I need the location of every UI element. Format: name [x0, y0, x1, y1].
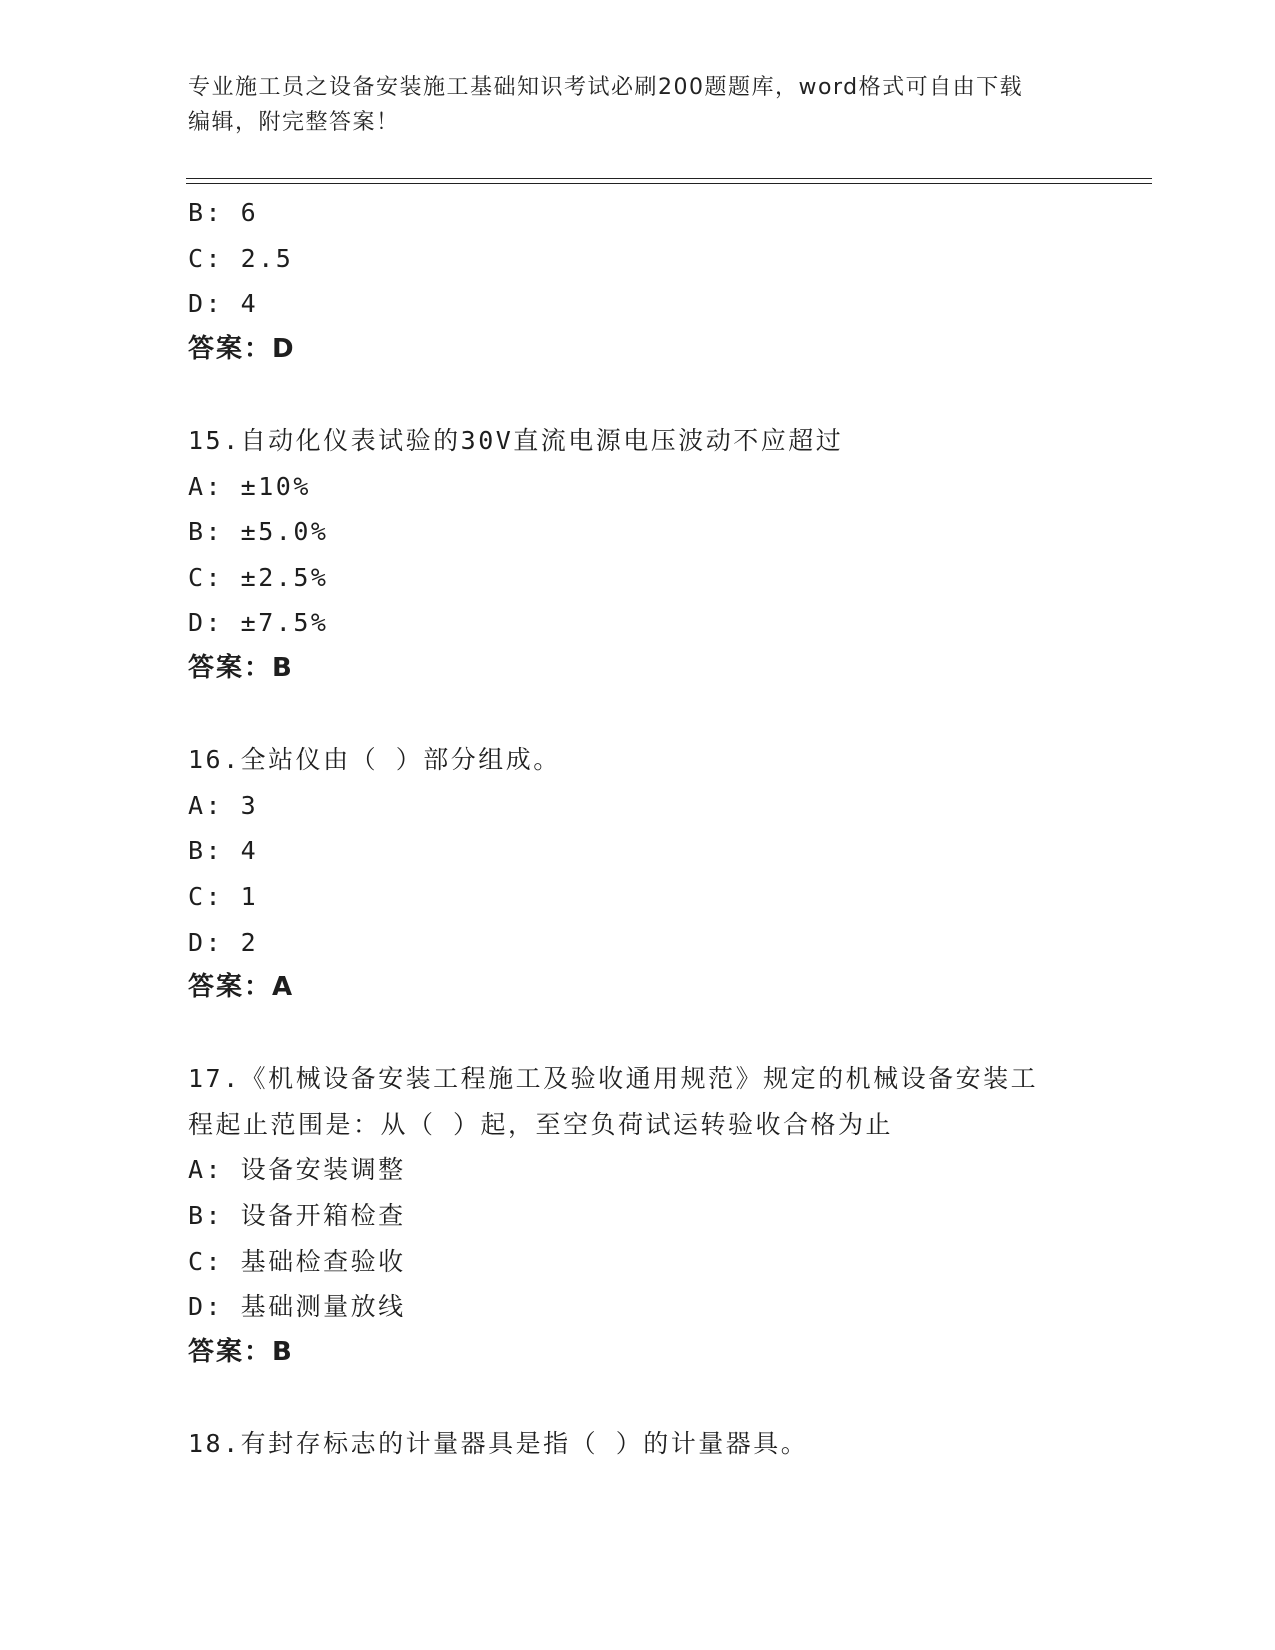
header-divider-top [186, 178, 1152, 179]
option-c [188, 236, 1088, 282]
option-label: B: [188, 517, 224, 547]
option-label: D: [188, 289, 224, 319]
option-label: C: [188, 562, 224, 592]
option-label: B: [188, 1201, 224, 1231]
option-d [188, 281, 1088, 327]
option-c [188, 555, 1088, 601]
answer-value: B [272, 652, 293, 683]
option-text: 基础检查验收 [240, 1246, 406, 1276]
question-stem-line-1: 17.《机械设备安装工程施工及验收通用规范》规定的机械设备安装工 [188, 1064, 1039, 1094]
spacer [188, 1375, 1088, 1421]
option-text: 4 [240, 289, 259, 319]
option-d [188, 920, 1088, 966]
question-stem: 16.全站仪由（ ）部分组成。 [188, 745, 561, 775]
header-title-line-1: 专业施工员之设备安装施工基础知识考试必刷200题题库，word格式可自由下载 [188, 75, 1024, 100]
option-d [188, 600, 1088, 646]
option-c [188, 1239, 1088, 1285]
option-label: C: [188, 243, 224, 273]
option-b [188, 509, 1088, 555]
header-title-line-2: 编辑，附完整答案！ [188, 110, 400, 135]
option-b [188, 1193, 1088, 1239]
option-label: A: [188, 471, 224, 501]
option-text: 设备开箱检查 [240, 1201, 406, 1231]
option-label: B: [188, 198, 224, 227]
question-14-partial [188, 190, 1088, 372]
option-a [188, 1147, 1088, 1193]
option-text: 4 [240, 836, 259, 866]
option-text: 2 [240, 927, 259, 957]
option-text: 3 [240, 790, 259, 820]
option-text: ±7.5% [240, 608, 329, 638]
option-text: 2.5 [240, 243, 294, 273]
option-label: C: [188, 1246, 224, 1276]
spacer [188, 372, 1088, 418]
option-b [188, 828, 1088, 874]
answer-value: B [272, 1336, 293, 1367]
question-list [188, 190, 1088, 1467]
option-label: D: [188, 1292, 224, 1322]
page-header [188, 70, 1068, 140]
option-b [188, 190, 1088, 236]
option-label: C: [188, 881, 224, 911]
option-label: D: [188, 608, 224, 638]
question-17 [188, 1056, 1088, 1375]
answer-label: 答案： [188, 972, 273, 1003]
question-15 [188, 418, 1088, 692]
answer-line [188, 965, 1088, 1011]
answer-label: 答案： [188, 652, 273, 683]
option-label: D: [188, 927, 224, 957]
option-a [188, 783, 1088, 829]
spacer [188, 692, 1088, 738]
option-a [188, 464, 1088, 510]
option-label: B: [188, 836, 224, 866]
option-text: 6 [240, 198, 259, 227]
answer-line [188, 327, 1088, 373]
question-18 [188, 1421, 1088, 1467]
answer-value: A [272, 972, 294, 1003]
option-text: ±2.5% [240, 562, 329, 592]
header-divider-bottom [186, 183, 1152, 184]
question-16 [188, 737, 1088, 1011]
spacer [188, 1011, 1088, 1057]
option-c [188, 874, 1088, 920]
option-text: ±10% [240, 471, 311, 501]
question-stem-line-2: 程起止范围是：从（ ）起，至空负荷试运转验收合格为止 [188, 1109, 894, 1139]
question-stem: 18.有封存标志的计量器具是指（ ）的计量器具。 [188, 1429, 809, 1459]
option-text: ±5.0% [240, 517, 329, 547]
option-text: 设备安装调整 [240, 1155, 406, 1185]
option-text: 基础测量放线 [240, 1292, 406, 1322]
option-label: A: [188, 1155, 224, 1185]
question-stem: 15.自动化仪表试验的30V直流电源电压波动不应超过 [188, 425, 844, 455]
answer-line [188, 646, 1088, 692]
answer-line [188, 1330, 1088, 1376]
option-d [188, 1284, 1088, 1330]
answer-label: 答案： [188, 333, 273, 364]
option-text: 1 [240, 881, 259, 911]
answer-value: D [272, 333, 295, 364]
option-label: A: [188, 790, 224, 820]
answer-label: 答案： [188, 1336, 273, 1367]
